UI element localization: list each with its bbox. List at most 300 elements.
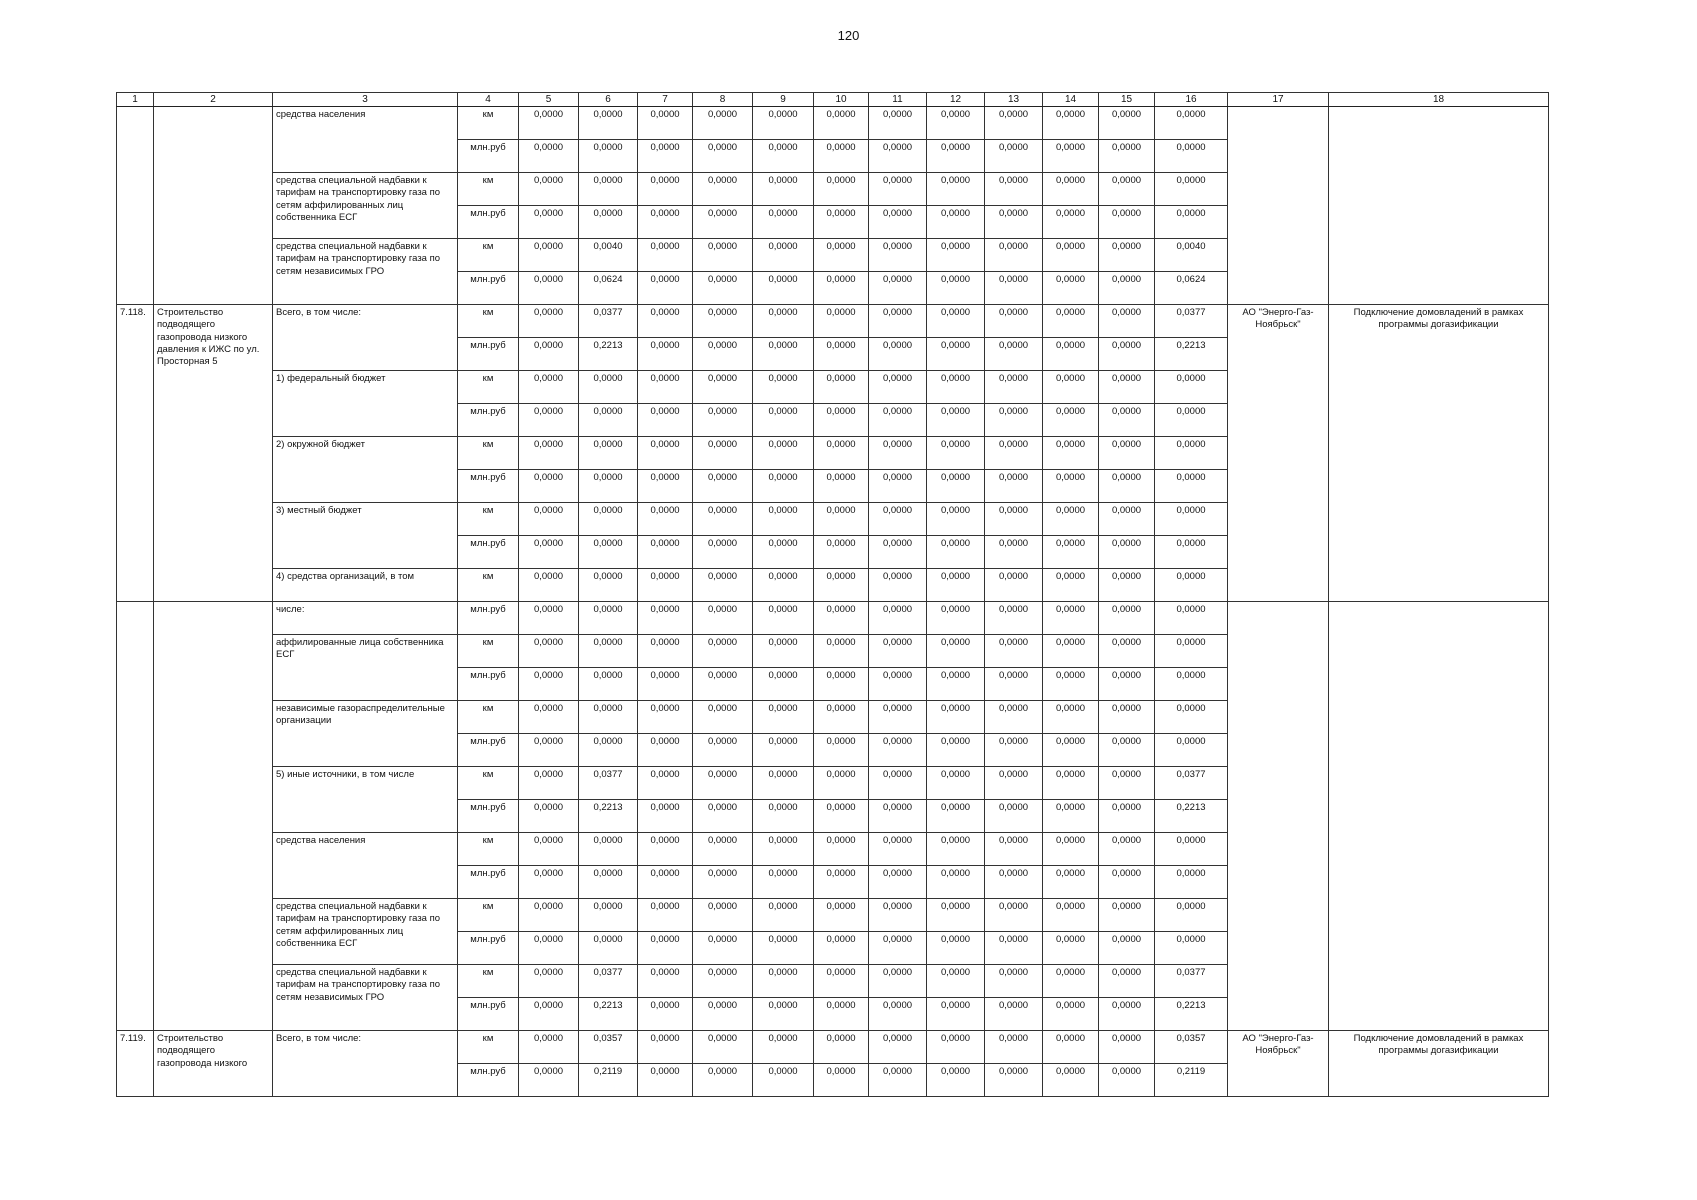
value-cell: 0,0000 <box>1155 899 1228 932</box>
value-cell: 0,0000 <box>579 536 638 569</box>
funding-source-cell: числе: <box>273 602 458 635</box>
value-cell: 0,0000 <box>869 1031 927 1064</box>
value-cell: 0,0000 <box>814 503 869 536</box>
value-cell: 0,0000 <box>638 338 693 371</box>
value-cell: 0,0000 <box>814 470 869 503</box>
value-cell: 0,0000 <box>927 140 985 173</box>
value-cell: 0,0000 <box>1099 569 1155 602</box>
unit-cell: млн.руб <box>458 272 519 305</box>
value-cell: 0,0000 <box>753 404 814 437</box>
item-number-cell: 7.119. <box>117 1031 154 1097</box>
table-row <box>117 1031 1549 1064</box>
value-cell: 0,0000 <box>1043 305 1099 338</box>
value-cell: 0,0000 <box>1155 173 1228 206</box>
value-cell: 0,0000 <box>519 173 579 206</box>
value-cell: 0,0000 <box>814 371 869 404</box>
value-cell: 0,0000 <box>579 932 638 965</box>
value-cell: 0,0000 <box>869 932 927 965</box>
value-cell: 0,0000 <box>638 536 693 569</box>
value-cell: 0,0000 <box>1099 932 1155 965</box>
value-cell: 0,0000 <box>1043 701 1099 734</box>
value-cell: 0,0000 <box>814 734 869 767</box>
value-cell: 0,0000 <box>927 107 985 140</box>
value-cell: 0,0000 <box>693 173 753 206</box>
value-cell: 0,0000 <box>1099 239 1155 272</box>
value-cell: 0,0000 <box>869 140 927 173</box>
value-cell: 0,0000 <box>869 965 927 998</box>
value-cell: 0,0000 <box>519 272 579 305</box>
value-cell: 0,0624 <box>1155 272 1228 305</box>
value-cell: 0,0000 <box>814 800 869 833</box>
unit-cell: млн.руб <box>458 1064 519 1097</box>
value-cell: 0,0000 <box>814 272 869 305</box>
value-cell: 0,0000 <box>519 734 579 767</box>
value-cell: 0,0000 <box>519 767 579 800</box>
value-cell: 0,0000 <box>1099 107 1155 140</box>
column-number-header: 16 <box>1155 93 1228 107</box>
value-cell: 0,0000 <box>753 932 814 965</box>
column-number-header: 8 <box>693 93 753 107</box>
value-cell: 0,0000 <box>753 833 814 866</box>
value-cell: 0,0000 <box>638 998 693 1031</box>
value-cell: 0,0000 <box>753 635 814 668</box>
value-cell: 0,2213 <box>1155 800 1228 833</box>
value-cell: 0,0000 <box>869 866 927 899</box>
value-cell: 0,0000 <box>1043 1064 1099 1097</box>
value-cell: 0,0000 <box>693 668 753 701</box>
value-cell: 0,0000 <box>693 701 753 734</box>
table-row <box>117 107 1549 140</box>
value-cell: 0,0000 <box>814 140 869 173</box>
value-cell: 0,0000 <box>1043 239 1099 272</box>
value-cell: 0,0000 <box>869 800 927 833</box>
value-cell: 0,0377 <box>1155 965 1228 998</box>
funding-source-cell: средства специальной надбавки к тарифам на транспортировку газа по сетям независимых ГРО <box>273 965 458 1031</box>
value-cell: 0,0000 <box>1155 833 1228 866</box>
unit-cell: км <box>458 107 519 140</box>
value-cell: 0,0000 <box>814 965 869 998</box>
value-cell: 0,0000 <box>814 1064 869 1097</box>
value-cell: 0,0000 <box>753 998 814 1031</box>
value-cell: 0,0000 <box>1043 272 1099 305</box>
value-cell: 0,0000 <box>753 206 814 239</box>
value-cell: 0,0000 <box>814 932 869 965</box>
value-cell: 0,0000 <box>1043 602 1099 635</box>
value-cell: 0,0000 <box>753 1031 814 1064</box>
value-cell: 0,0000 <box>579 734 638 767</box>
value-cell: 0,0000 <box>814 404 869 437</box>
value-cell: 0,0000 <box>1099 206 1155 239</box>
value-cell: 0,0000 <box>638 470 693 503</box>
value-cell: 0,0000 <box>1099 371 1155 404</box>
value-cell: 0,0000 <box>753 173 814 206</box>
value-cell: 0,0000 <box>985 404 1043 437</box>
value-cell: 0,0000 <box>638 173 693 206</box>
unit-cell: млн.руб <box>458 338 519 371</box>
value-cell: 0,0000 <box>985 833 1043 866</box>
value-cell: 0,0000 <box>1043 833 1099 866</box>
value-cell: 0,0000 <box>869 206 927 239</box>
value-cell: 0,0000 <box>579 107 638 140</box>
value-cell: 0,0000 <box>519 701 579 734</box>
value-cell: 0,2213 <box>579 338 638 371</box>
value-cell: 0,0000 <box>869 371 927 404</box>
value-cell: 0,0000 <box>1099 140 1155 173</box>
value-cell: 0,0000 <box>638 569 693 602</box>
value-cell: 0,0000 <box>869 437 927 470</box>
value-cell: 0,0000 <box>814 833 869 866</box>
value-cell: 0,0000 <box>638 833 693 866</box>
value-cell: 0,0000 <box>693 470 753 503</box>
value-cell: 0,0000 <box>693 602 753 635</box>
value-cell: 0,0000 <box>927 569 985 602</box>
value-cell: 0,0000 <box>814 107 869 140</box>
value-cell: 0,0000 <box>1099 998 1155 1031</box>
column-number-header: 2 <box>154 93 273 107</box>
unit-cell: км <box>458 437 519 470</box>
unit-cell: км <box>458 503 519 536</box>
value-cell: 0,0000 <box>579 470 638 503</box>
value-cell: 0,0000 <box>693 140 753 173</box>
value-cell: 0,0000 <box>814 437 869 470</box>
value-cell: 0,0000 <box>927 899 985 932</box>
value-cell: 0,0000 <box>1099 866 1155 899</box>
unit-cell: км <box>458 767 519 800</box>
value-cell: 0,0000 <box>1155 701 1228 734</box>
value-cell: 0,0000 <box>1043 800 1099 833</box>
unit-cell: км <box>458 569 519 602</box>
value-cell: 0,0000 <box>693 833 753 866</box>
value-cell: 0,0377 <box>579 965 638 998</box>
value-cell: 0,0000 <box>1155 668 1228 701</box>
value-cell: 0,0000 <box>693 899 753 932</box>
value-cell: 0,0000 <box>638 965 693 998</box>
column-number-header: 10 <box>814 93 869 107</box>
value-cell: 0,0000 <box>1043 767 1099 800</box>
value-cell: 0,0000 <box>814 536 869 569</box>
value-cell: 0,0000 <box>1099 899 1155 932</box>
value-cell: 0,0000 <box>519 1031 579 1064</box>
organization-cell: АО "Энерго-Газ-Ноябрьск" <box>1228 305 1329 602</box>
value-cell: 0,0000 <box>1099 305 1155 338</box>
value-cell: 0,0000 <box>519 239 579 272</box>
value-cell: 0,0000 <box>1043 404 1099 437</box>
unit-cell: млн.руб <box>458 470 519 503</box>
value-cell: 0,0000 <box>985 338 1043 371</box>
unit-cell: км <box>458 635 519 668</box>
value-cell: 0,0000 <box>1043 734 1099 767</box>
column-number-header: 14 <box>1043 93 1099 107</box>
value-cell: 0,0000 <box>1099 602 1155 635</box>
item-name-cell: Строительство подводящего газопровода низкого <box>154 1031 273 1097</box>
value-cell: 0,0000 <box>985 1064 1043 1097</box>
value-cell: 0,0000 <box>985 140 1043 173</box>
column-number-header: 15 <box>1099 93 1155 107</box>
value-cell: 0,0000 <box>638 1064 693 1097</box>
unit-cell: млн.руб <box>458 140 519 173</box>
value-cell: 0,0000 <box>1043 569 1099 602</box>
value-cell: 0,0000 <box>985 569 1043 602</box>
value-cell: 0,0000 <box>693 437 753 470</box>
value-cell: 0,0000 <box>753 239 814 272</box>
value-cell: 0,0000 <box>1099 272 1155 305</box>
value-cell: 0,0040 <box>579 239 638 272</box>
funding-source-cell: средства населения <box>273 833 458 899</box>
value-cell: 0,0000 <box>638 932 693 965</box>
value-cell: 0,0000 <box>1043 437 1099 470</box>
note-cell <box>1329 602 1549 1031</box>
value-cell: 0,0000 <box>869 998 927 1031</box>
value-cell: 0,2213 <box>1155 998 1228 1031</box>
value-cell: 0,0377 <box>579 767 638 800</box>
value-cell: 0,0000 <box>1099 668 1155 701</box>
value-cell: 0,0000 <box>519 569 579 602</box>
value-cell: 0,0000 <box>927 866 985 899</box>
value-cell: 0,0000 <box>519 536 579 569</box>
column-number-header: 3 <box>273 93 458 107</box>
unit-cell: млн.руб <box>458 206 519 239</box>
value-cell: 0,0000 <box>814 338 869 371</box>
value-cell: 0,0000 <box>1043 668 1099 701</box>
value-cell: 0,0040 <box>1155 239 1228 272</box>
value-cell: 0,0000 <box>985 767 1043 800</box>
value-cell: 0,0000 <box>869 338 927 371</box>
value-cell: 0,0000 <box>693 767 753 800</box>
value-cell: 0,0000 <box>927 470 985 503</box>
unit-cell: км <box>458 701 519 734</box>
value-cell: 0,0000 <box>927 371 985 404</box>
value-cell: 0,0000 <box>1043 173 1099 206</box>
value-cell: 0,0000 <box>519 437 579 470</box>
column-number-header: 1 <box>117 93 154 107</box>
value-cell: 0,0000 <box>693 866 753 899</box>
value-cell: 0,0000 <box>693 338 753 371</box>
value-cell: 0,0000 <box>1155 371 1228 404</box>
column-number-header: 6 <box>579 93 638 107</box>
unit-cell: млн.руб <box>458 602 519 635</box>
value-cell: 0,0000 <box>814 602 869 635</box>
value-cell: 0,0000 <box>927 734 985 767</box>
funding-source-cell: независимые газораспределительные организации <box>273 701 458 767</box>
value-cell: 0,0624 <box>579 272 638 305</box>
value-cell: 0,0000 <box>869 503 927 536</box>
value-cell: 0,0000 <box>638 239 693 272</box>
value-cell: 0,0000 <box>638 635 693 668</box>
funding-source-cell: средства специальной надбавки к тарифам на транспортировку газа по сетям независимых ГРО <box>273 239 458 305</box>
value-cell: 0,0000 <box>1043 536 1099 569</box>
value-cell: 0,0000 <box>1155 602 1228 635</box>
value-cell: 0,0000 <box>927 833 985 866</box>
item-name-cell <box>154 602 273 1031</box>
value-cell: 0,0000 <box>1043 470 1099 503</box>
investment-program-table <box>116 92 1549 1097</box>
funding-source-cell: аффилированные лица собственника ЕСГ <box>273 635 458 701</box>
value-cell: 0,0000 <box>753 1064 814 1097</box>
value-cell: 0,0000 <box>814 998 869 1031</box>
value-cell: 0,0000 <box>985 965 1043 998</box>
value-cell: 0,0000 <box>869 239 927 272</box>
item-name-cell <box>154 107 273 305</box>
value-cell: 0,0000 <box>927 305 985 338</box>
value-cell: 0,0000 <box>1099 635 1155 668</box>
value-cell: 0,0000 <box>869 272 927 305</box>
value-cell: 0,0000 <box>1043 899 1099 932</box>
value-cell: 0,0000 <box>519 140 579 173</box>
organization-cell <box>1228 107 1329 305</box>
value-cell: 0,0000 <box>579 569 638 602</box>
value-cell: 0,0000 <box>1043 140 1099 173</box>
value-cell: 0,0000 <box>1099 965 1155 998</box>
value-cell: 0,0000 <box>1155 470 1228 503</box>
value-cell: 0,0000 <box>869 767 927 800</box>
value-cell: 0,0000 <box>1099 404 1155 437</box>
value-cell: 0,0000 <box>927 206 985 239</box>
value-cell: 0,0000 <box>519 932 579 965</box>
value-cell: 0,0000 <box>579 206 638 239</box>
table-row <box>117 602 1549 635</box>
value-cell: 0,0000 <box>1155 734 1228 767</box>
value-cell: 0,0000 <box>927 668 985 701</box>
unit-cell: млн.руб <box>458 404 519 437</box>
value-cell: 0,0000 <box>519 404 579 437</box>
value-cell: 0,0000 <box>638 701 693 734</box>
value-cell: 0,0000 <box>579 635 638 668</box>
item-number-cell <box>117 602 154 1031</box>
value-cell: 0,0000 <box>869 569 927 602</box>
value-cell: 0,0000 <box>1099 1031 1155 1064</box>
value-cell: 0,0000 <box>693 404 753 437</box>
value-cell: 0,0000 <box>1043 635 1099 668</box>
value-cell: 0,0000 <box>693 734 753 767</box>
value-cell: 0,0357 <box>1155 1031 1228 1064</box>
value-cell: 0,0000 <box>869 833 927 866</box>
value-cell: 0,0000 <box>927 173 985 206</box>
value-cell: 0,0000 <box>519 965 579 998</box>
column-number-header: 12 <box>927 93 985 107</box>
value-cell: 0,0000 <box>519 998 579 1031</box>
value-cell: 0,0000 <box>579 173 638 206</box>
value-cell: 0,0000 <box>985 866 1043 899</box>
value-cell: 0,0000 <box>693 371 753 404</box>
unit-cell: млн.руб <box>458 536 519 569</box>
value-cell: 0,0000 <box>1043 965 1099 998</box>
value-cell: 0,2213 <box>1155 338 1228 371</box>
value-cell: 0,0000 <box>927 272 985 305</box>
value-cell: 0,0000 <box>579 503 638 536</box>
value-cell: 0,0000 <box>927 239 985 272</box>
unit-cell: км <box>458 833 519 866</box>
column-number-header: 18 <box>1329 93 1549 107</box>
value-cell: 0,0000 <box>519 470 579 503</box>
funding-source-cell: 1) федеральный бюджет <box>273 371 458 437</box>
value-cell: 0,0000 <box>638 503 693 536</box>
value-cell: 0,0000 <box>753 701 814 734</box>
value-cell: 0,0000 <box>985 668 1043 701</box>
value-cell: 0,0000 <box>985 437 1043 470</box>
value-cell: 0,0000 <box>985 107 1043 140</box>
value-cell: 0,0000 <box>1043 932 1099 965</box>
value-cell: 0,0000 <box>1043 371 1099 404</box>
value-cell: 0,0000 <box>927 404 985 437</box>
value-cell: 0,0000 <box>927 635 985 668</box>
value-cell: 0,0000 <box>814 668 869 701</box>
value-cell: 0,0000 <box>753 371 814 404</box>
value-cell: 0,0000 <box>869 602 927 635</box>
value-cell: 0,0000 <box>814 635 869 668</box>
value-cell: 0,0000 <box>638 1031 693 1064</box>
value-cell: 0,0000 <box>753 767 814 800</box>
value-cell: 0,0000 <box>519 800 579 833</box>
value-cell: 0,0000 <box>519 899 579 932</box>
value-cell: 0,0000 <box>985 1031 1043 1064</box>
value-cell: 0,0000 <box>693 272 753 305</box>
value-cell: 0,0000 <box>1155 866 1228 899</box>
unit-cell: млн.руб <box>458 866 519 899</box>
unit-cell: км <box>458 173 519 206</box>
funding-source-cell: 2) окружной бюджет <box>273 437 458 503</box>
value-cell: 0,0000 <box>869 173 927 206</box>
value-cell: 0,0000 <box>579 701 638 734</box>
value-cell: 0,0000 <box>869 404 927 437</box>
value-cell: 0,0000 <box>519 668 579 701</box>
value-cell: 0,0000 <box>869 470 927 503</box>
value-cell: 0,0000 <box>579 371 638 404</box>
value-cell: 0,0000 <box>927 437 985 470</box>
value-cell: 0,0000 <box>1099 536 1155 569</box>
value-cell: 0,0000 <box>1155 536 1228 569</box>
value-cell: 0,0000 <box>869 899 927 932</box>
value-cell: 0,0000 <box>693 239 753 272</box>
value-cell: 0,0000 <box>927 932 985 965</box>
value-cell: 0,0000 <box>693 107 753 140</box>
value-cell: 0,0000 <box>519 503 579 536</box>
value-cell: 0,0000 <box>1155 437 1228 470</box>
value-cell: 0,0000 <box>579 833 638 866</box>
value-cell: 0,0000 <box>1099 173 1155 206</box>
value-cell: 0,0000 <box>814 173 869 206</box>
item-number-cell: 7.118. <box>117 305 154 602</box>
value-cell: 0,0000 <box>814 899 869 932</box>
value-cell: 0,0000 <box>579 866 638 899</box>
value-cell: 0,0000 <box>638 899 693 932</box>
item-name-cell: Строительство подводящего газопровода низкого давления к ИЖС по ул. Просторная 5 <box>154 305 273 602</box>
value-cell: 0,0000 <box>1099 1064 1155 1097</box>
value-cell: 0,0000 <box>638 206 693 239</box>
value-cell: 0,2119 <box>1155 1064 1228 1097</box>
value-cell: 0,0000 <box>1043 998 1099 1031</box>
value-cell: 0,0000 <box>638 767 693 800</box>
value-cell: 0,0000 <box>753 437 814 470</box>
value-cell: 0,0000 <box>985 734 1043 767</box>
value-cell: 0,0377 <box>579 305 638 338</box>
value-cell: 0,0000 <box>869 635 927 668</box>
value-cell: 0,0000 <box>519 833 579 866</box>
value-cell: 0,0000 <box>519 107 579 140</box>
value-cell: 0,0000 <box>519 338 579 371</box>
value-cell: 0,2119 <box>579 1064 638 1097</box>
value-cell: 0,0000 <box>753 899 814 932</box>
value-cell: 0,0377 <box>1155 767 1228 800</box>
value-cell: 0,0000 <box>519 1064 579 1097</box>
value-cell: 0,0000 <box>869 305 927 338</box>
value-cell: 0,0000 <box>519 305 579 338</box>
value-cell: 0,0000 <box>1155 404 1228 437</box>
value-cell: 0,0000 <box>693 800 753 833</box>
value-cell: 0,0000 <box>753 734 814 767</box>
value-cell: 0,0000 <box>638 404 693 437</box>
funding-source-cell: 4) средства организаций, в том <box>273 569 458 602</box>
value-cell: 0,0000 <box>1099 701 1155 734</box>
